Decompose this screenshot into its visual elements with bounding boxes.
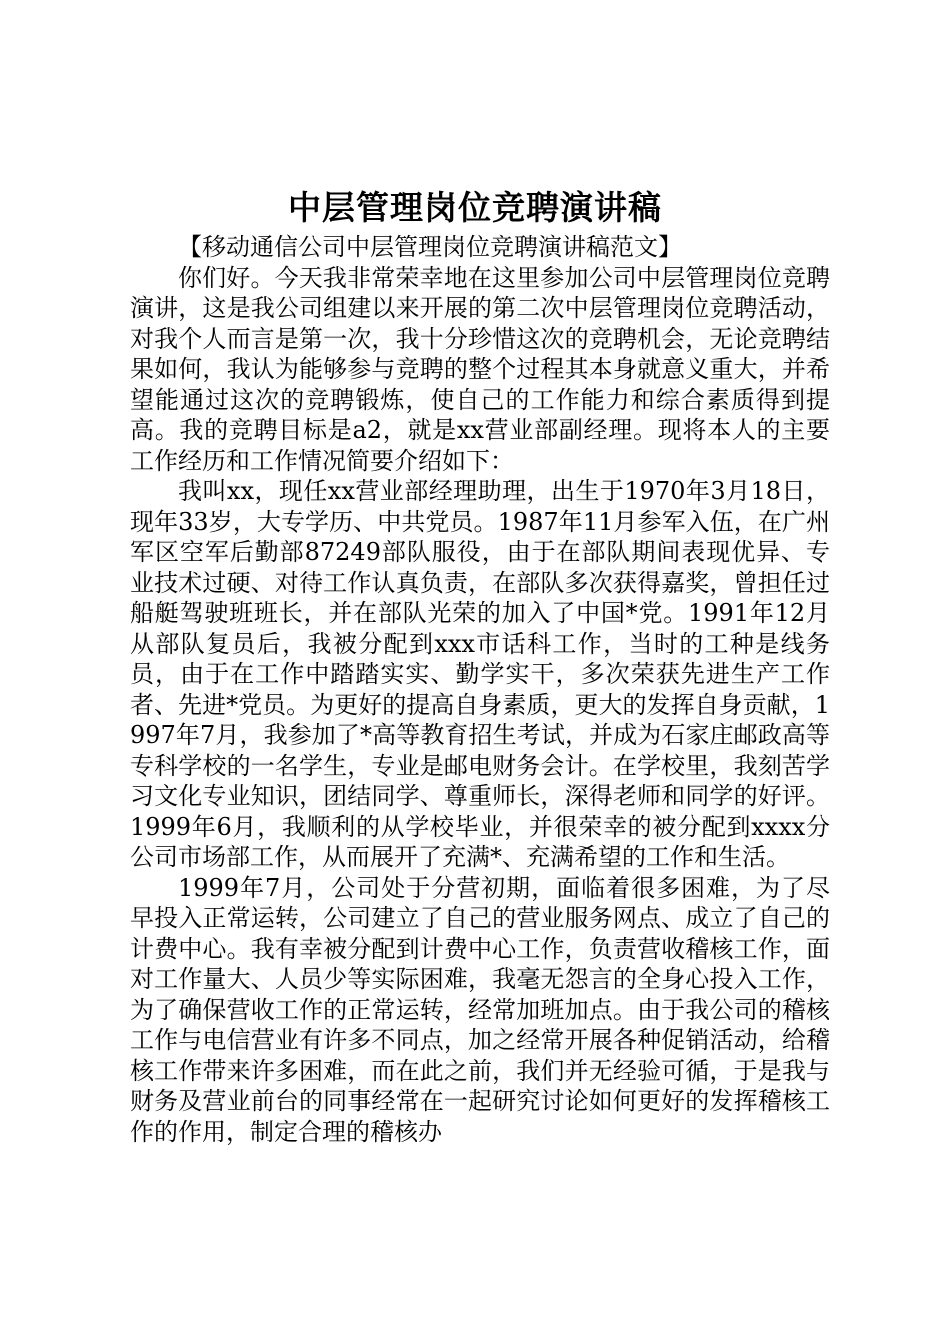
paragraph-3: 1999年7月，公司处于分营初期，面临着很多困难，为了尽早投入正常运转，公司建立了自己的营业服务网点、成立了自己的计费中心。我有幸被分配到计费中心工作，负责营收稽核工作，面对工作量大、人员少等实际困难，我毫无怨言的全身心投入工作，为了确保营收工作的正常运转，经常加班加点。由于我公司的稽核工作与电信营业有许多不同点，加之经常开展各种促销活动，给稽核工作带来许多困难，而在此之前，我们并无经验可循，于是我与财务及营业前台的同事经常在一起研究讨论如何更好的发挥稽核工作的作用，制定合理的稽核办 [130,873,830,1146]
document-title: 中层管理岗位竞聘演讲稿 [288,188,662,227]
document-subtitle: 【移动通信公司中层管理岗位竞聘演讲稿范文】 [178,233,682,261]
paragraph-1: 你们好。今天我非常荣幸地在这里参加公司中层管理岗位竞聘演讲，这是我公司组建以来开展的第二次中层管理岗位竞聘活动，对我个人而言是第一次，我十分珍惜这次的竞聘机会，无论竞聘结果如何，我认为能够参与竞聘的整个过程其本身就意义重大，并希望能通过这次的竞聘锻炼，使自己的工作能力和综合素质得到提高。我的竞聘目标是a2，就是xx营业部副经理。现将本人的主要工作经历和工作情况简要介绍如下： [130,263,830,475]
document-body [130,232,830,1147]
paragraph-2: 我叫xx，现任xx营业部经理助理，出生于1970年3月18日，现年33岁，大专学历、中共党员。1987年11月参军入伍，在广州军区空军后勤部87249部队服役，由于在部队期间表现优异、专业技术过硬、对待工作认真负责，在部队多次获得嘉奖，曾担任过船艇驾驶班班长，并在部队光荣的加入了中国*党。1991年12月从部队复员后，我被分配到xxx市话科工作，当时的工种是线务员，由于在工作中踏踏实实、勤学实干，多次荣获先进生产工作者、先进*党员。为更好的提高自身素质，更大的发挥自身贡献，1997年7月，我参加了*高等教育招生考试，并成为石家庄邮政高等专科学校的一名学生，专业是邮电财务会计。在学校里，我刻苦学习文化专业知识，团结同学、尊重师长，深得老师和同学的好评。1999年6月，我顺利的从学校毕业，并很荣幸的被分配到xxxx分公司市场部工作，从而展开了充满*、充满希望的工作和生活。 [130,477,830,871]
